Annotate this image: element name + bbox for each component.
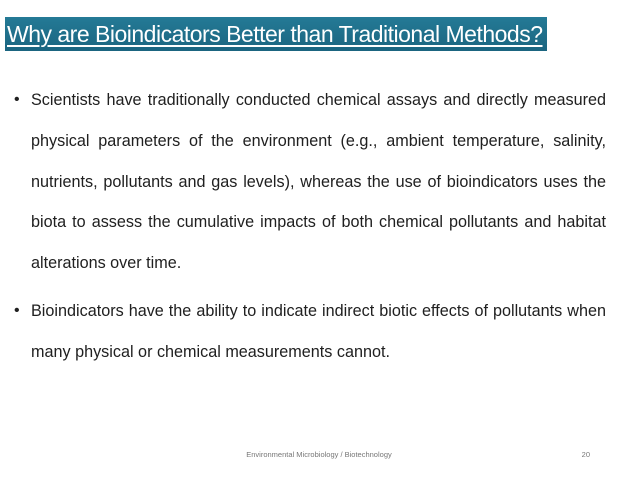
bullet-text: Bioindicators have the ability to indicate indirect biotic effects of pollutants when many physical or chemical measurements cannot. (31, 301, 606, 361)
bullet-point-icon: • (14, 301, 20, 319)
bullet-point-icon: • (14, 91, 20, 108)
slide-title: Why are Bioindicators Better than Traditional Methods? (5, 17, 547, 51)
footer-course-label: Environmental Microbiology / Biotechnology (246, 450, 392, 459)
bullet-list (13, 80, 606, 373)
bullet-item (13, 291, 606, 373)
bullet-text: Scientists have traditionally conducted chemical assays and directly measured physical parameters of the environment (e.g., ambient temperature, salinity, nutrients, pollutants and gas levels), whereas the use of bioindicators uses the biota to assess the cumulative impacts of both chemical pollutants and habitat alterations over time. (31, 91, 606, 273)
footer-page-number: 20 (581, 450, 590, 459)
title-bar (5, 15, 547, 53)
bullet-item (13, 80, 606, 284)
